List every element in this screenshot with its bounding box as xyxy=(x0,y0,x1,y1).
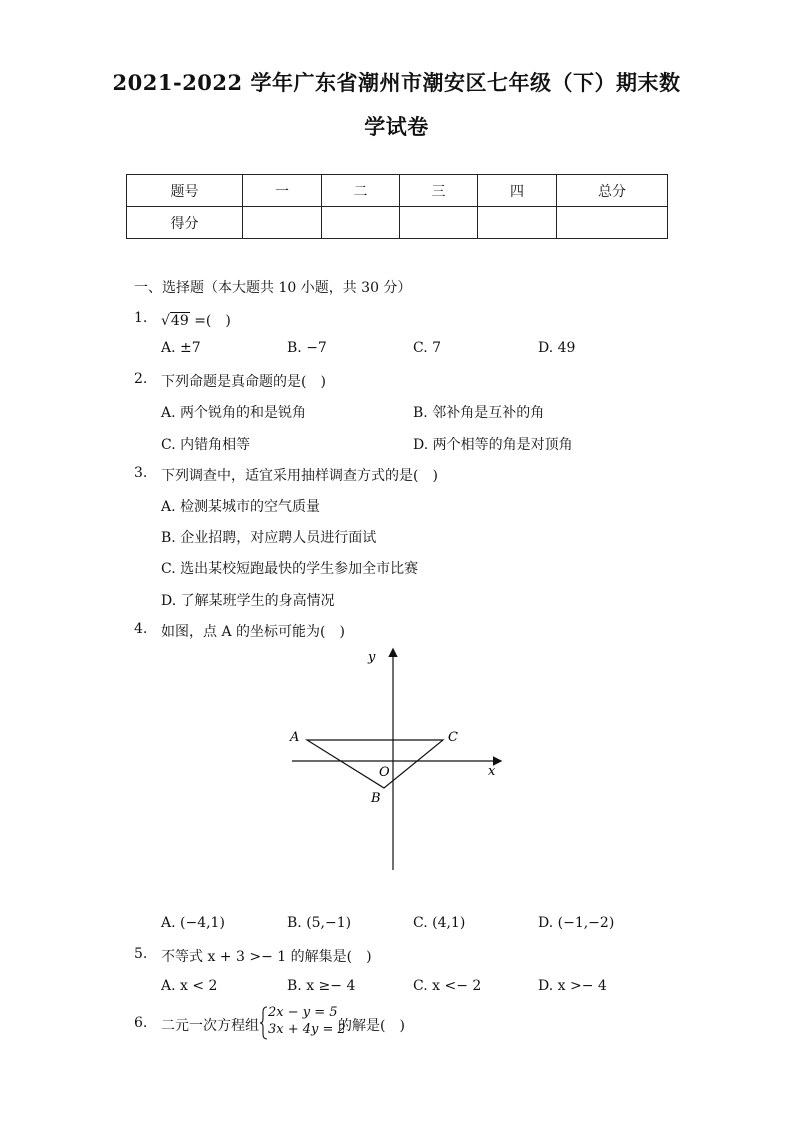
y-axis-label: y xyxy=(368,650,376,665)
option: C. 内错角相等 xyxy=(161,437,251,453)
question-stem-suffix: 的解是( ) xyxy=(338,1018,405,1034)
document-title-line1: 2021-2022 学年广东省潮州市潮安区七年级（下）期末数 xyxy=(112,70,681,95)
option: D. (−1,−2) xyxy=(538,915,615,931)
question-number: 5. xyxy=(134,946,148,962)
option: A. (−4,1) xyxy=(161,915,225,931)
score-table-score-row xyxy=(127,207,668,239)
score-header-cell: 四 xyxy=(478,175,557,207)
coordinate-figure xyxy=(280,640,520,880)
score-cell xyxy=(557,207,668,239)
document-title-line2: 学试卷 xyxy=(364,114,429,139)
option: A. ±7 xyxy=(161,340,201,356)
option: D. x >− 4 xyxy=(538,978,607,994)
triangle-abc xyxy=(307,740,443,788)
option: A. x < 2 xyxy=(161,978,218,994)
option: C. x <− 2 xyxy=(413,978,482,994)
score-row-label: 得分 xyxy=(127,207,243,239)
score-header-cell: 三 xyxy=(400,175,478,207)
question-stem xyxy=(161,310,231,330)
option: B. x ≥− 4 xyxy=(287,978,356,994)
question-stem-prefix: 二元一次方程组 xyxy=(161,1018,259,1034)
option: A. 两个锐角的和是锐角 xyxy=(161,405,307,421)
score-cell xyxy=(243,207,322,239)
score-cell xyxy=(400,207,478,239)
option: B. 邻补角是互补的角 xyxy=(413,405,545,421)
option: B. 企业招聘，对应聘人员进行面试 xyxy=(161,530,377,546)
sqrt-expression: √49 xyxy=(161,313,189,329)
radicand: 49 xyxy=(170,313,189,329)
question-number: 6. xyxy=(134,1015,148,1031)
equation-1: 2x − y = 5 xyxy=(268,1005,338,1020)
x-axis-label: x xyxy=(488,764,496,779)
question-stem: 下列命题是真命题的是( ) xyxy=(161,374,326,390)
option: D. 49 xyxy=(538,340,576,356)
score-header-cell: 题号 xyxy=(127,175,243,207)
question-number: 4. xyxy=(134,621,148,637)
option: B. (5,−1) xyxy=(287,915,352,931)
score-cell xyxy=(322,207,400,239)
option: D. 两个相等的角是对顶角 xyxy=(413,437,573,453)
option: C. 7 xyxy=(413,340,442,356)
option: C. (4,1) xyxy=(413,915,466,931)
score-header-cell: 二 xyxy=(322,175,400,207)
score-table-header-row xyxy=(127,175,668,207)
point-c-label: C xyxy=(448,730,458,745)
section-heading: 一、选择题（本大题共 10 小题，共 30 分） xyxy=(134,280,412,296)
origin-label: O xyxy=(379,765,390,780)
question-number: 1. xyxy=(134,310,148,326)
option: C. 选出某校短跑最快的学生参加全市比赛 xyxy=(161,561,419,577)
score-table xyxy=(126,174,668,239)
option: D. 了解某班学生的身高情况 xyxy=(161,593,335,609)
option: A. 检测某城市的空气质量 xyxy=(161,499,321,515)
score-cell xyxy=(478,207,557,239)
equation-2: 3x + 4y = 2 xyxy=(268,1022,346,1037)
score-header-cell: 总分 xyxy=(557,175,668,207)
point-b-label: B xyxy=(371,791,381,806)
question-number: 3. xyxy=(134,465,148,481)
question-stem: 不等式 x + 3 >− 1 的解集是( ) xyxy=(161,949,372,965)
score-header-cell: 一 xyxy=(243,175,322,207)
question-number: 2. xyxy=(134,371,148,387)
question-stem: 下列调查中，适宜采用抽样调查方式的是( ) xyxy=(161,468,438,484)
question-stem: 如图，点 A 的坐标可能为( ) xyxy=(161,624,345,640)
option: B. −7 xyxy=(287,340,327,356)
point-a-label: A xyxy=(290,730,300,745)
question-stem-tail: =( ) xyxy=(189,313,231,329)
